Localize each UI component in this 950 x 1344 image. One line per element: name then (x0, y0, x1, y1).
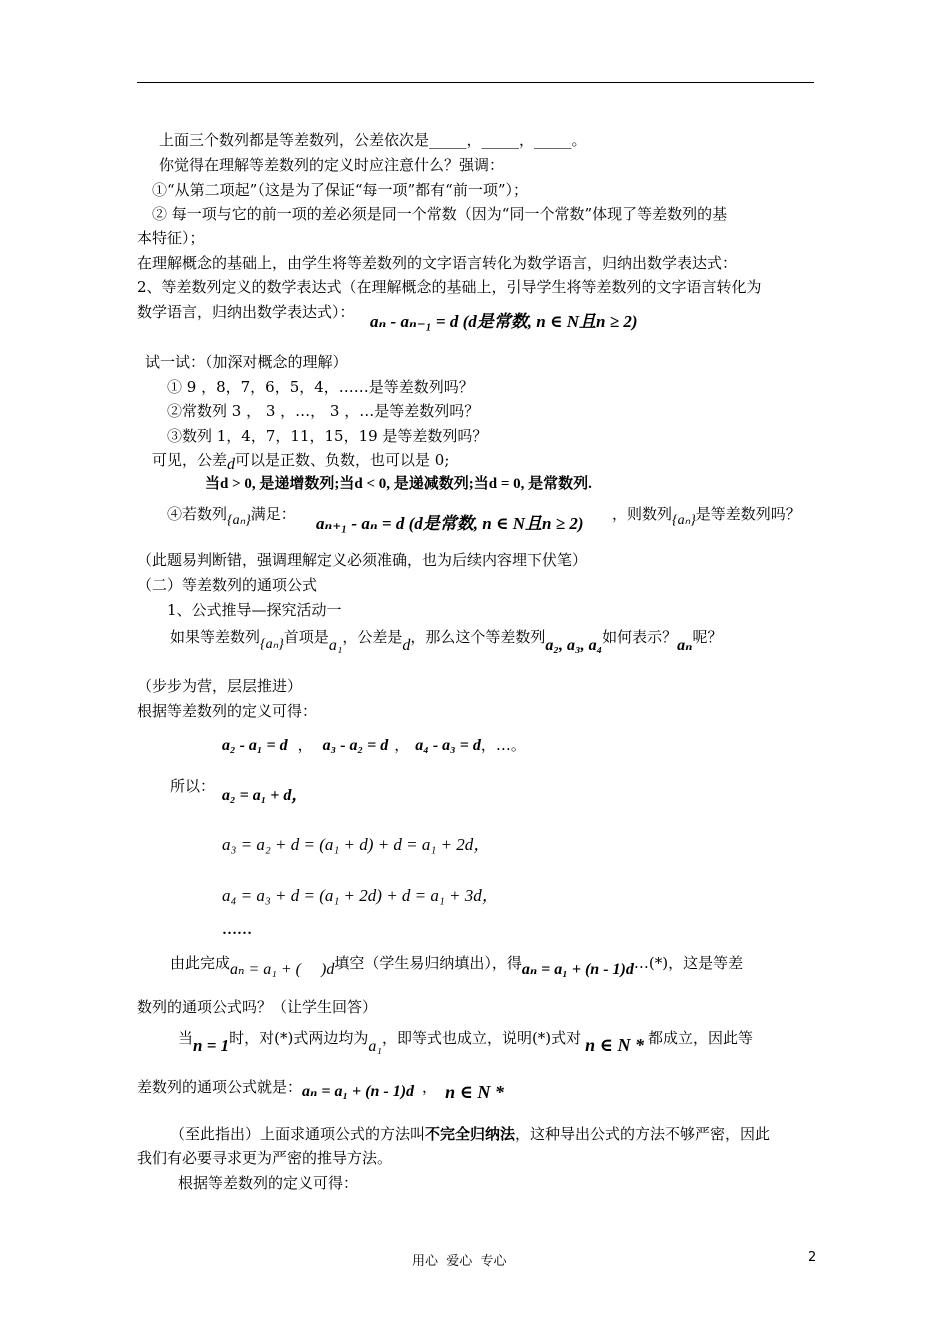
math-an: aₙ (677, 637, 693, 654)
equation-a4: a₄ = a₃ + d = (a₁ + 2d) + d = a₁ + 3d， (222, 886, 499, 905)
text: 是等差数列吗？ (695, 505, 801, 523)
question-1: ① 9 ，8，7，6，5，4，……是等差数列吗？ (167, 378, 474, 396)
text-line (170, 953, 744, 978)
blank-fill-line: 上面三个数列都是等差数列，公差依次是_____，_____，_____。 (159, 131, 587, 149)
text: 差数列的通项公式就是： (137, 1078, 303, 1096)
math-terms: a₂, a₃, a₄ (545, 637, 603, 654)
text: 当 (178, 1029, 194, 1047)
cases-line: 当d > 0, 是递增数列;当d < 0, 是递减数列;当d = 0, 是常数列. (205, 476, 592, 492)
text-line: （步步为营，层层推进） (137, 677, 303, 695)
text: 可见，公差 (152, 451, 228, 469)
text-line (612, 504, 801, 526)
text: ，…。 (480, 736, 526, 754)
math-n-in-N: n ∈ N * (445, 1082, 504, 1102)
text: ，那么这个等差数列 (410, 628, 546, 646)
question-4-formula: aₙ₊₁ - aₙ = d (d是常数, n ∈ N且n ≥ 2) (316, 514, 584, 533)
section-heading: （二）等差数列的通项公式 (137, 576, 318, 594)
text: 填空（学生易归纳填出），得 (334, 954, 522, 972)
ellipsis: …… (222, 922, 252, 938)
text: ④若数列 (167, 505, 228, 523)
question-3: ③数列 1，4，7，11，15，19 是等差数列吗？ (167, 427, 488, 445)
text-line (170, 1124, 770, 1144)
difference-equations (222, 735, 526, 756)
text: （至此指出）上面求通项公式的方法叫 (170, 1125, 426, 1143)
text-line: 试一试：（加深对概念的理解） (145, 353, 348, 371)
text: 满足： (250, 505, 296, 523)
text-line: 2、等差数列定义的数学表达式（在理解概念的基础上，引导学生将等差数列的文字语言转化为 (137, 278, 762, 296)
text: …(*)，这是等差 (633, 954, 744, 972)
text-line: ①“从第二项起”（这是为了保证“每一项”都有“前一项”）； (152, 181, 529, 199)
text: ，则数列 (612, 505, 673, 523)
math-seq: {aₙ} (227, 513, 251, 528)
question-2: ②常数列 3 ， 3 ，…， 3 ，…是等差数列吗？ (167, 402, 480, 420)
text-line: 根据等差数列的定义可得： (137, 702, 318, 720)
math-eq: a₄ - a₃ = d (415, 737, 481, 754)
text: ， (394, 736, 410, 754)
text-line: 你觉得在理解等差数列的定义时应注意什么？强调： (159, 156, 505, 174)
definition-formula: aₙ - aₙ₋₁ = d (d是常数, n ∈ N且n ≥ 2) (370, 312, 638, 331)
text-line (178, 1027, 754, 1055)
equation-a2: a₂ = a₁ + d， (222, 787, 308, 804)
general-term-formula: aₙ = a₁ + (n - 1)d (521, 961, 634, 978)
equation-a3: a₃ = a₂ + d = (a₁ + d) + d = a₁ + 2d， (222, 835, 491, 854)
text-line: 数学语言，归纳出数学表达式）： (137, 303, 355, 321)
math-seq: {aₙ} (672, 513, 696, 528)
page-footer: 用心 爱心 专心 (412, 1254, 507, 1269)
math-eq: a₂ - a₁ = d (222, 737, 288, 754)
text: 首项是 (283, 628, 329, 646)
math-n-in-N: n ∈ N * (585, 1035, 645, 1055)
math-fill-blank: aₙ = a₁ + ( )d (230, 961, 335, 978)
text-line: ② 每一项与它的前一项的差必须是同一个常数（因为“同一个常数”体现了等差数列的基 (152, 205, 728, 223)
math-a1: a₁ (368, 1038, 382, 1055)
math-seq: {aₙ} (260, 637, 284, 652)
text: 都成立，因此等 (648, 1029, 754, 1047)
math-a1: a₁ (328, 637, 343, 654)
text-line (170, 627, 723, 654)
math-d: d (227, 456, 236, 473)
header-rule (137, 82, 814, 83)
text-line: 所以： (170, 777, 216, 795)
text: ， (422, 1078, 438, 1096)
text: 呢？ (692, 628, 723, 646)
text-line (137, 1076, 504, 1102)
text-line: 数列的通项公式吗？（让学生回答） (137, 998, 378, 1016)
page-number: 2 (808, 1250, 817, 1265)
text-line: 本特征）； (137, 229, 205, 247)
general-term-formula: aₙ = a₁ + (n - 1)d (302, 1083, 415, 1100)
text-line: 在理解概念的基础上，由学生将等差数列的文字语言转化为数学语言，归纳出数学表达式： (137, 254, 738, 272)
term-incomplete-induction: 不完全归纳法 (425, 1125, 516, 1143)
text: 如何表示？ (602, 628, 678, 646)
subsection-heading: 1、公式推导—探究活动一 (167, 601, 342, 619)
text: ，这种导出公式的方法不够严密，因此 (515, 1125, 771, 1143)
text-line (152, 450, 449, 471)
text-line: 我们有必要寻求更为严密的推导方法。 (137, 1149, 393, 1167)
text-line: （此题易判断错，强调理解定义必须准确，也为后续内容埋下伏笔） (137, 551, 588, 569)
math-n-equals-1: n = 1 (193, 1036, 230, 1055)
text: 由此完成 (170, 954, 231, 972)
text: ，即等式也成立，说明(*)式对 (381, 1029, 582, 1047)
text-line: 根据等差数列的定义可得： (178, 1174, 359, 1192)
math-d: d (402, 637, 411, 654)
text: 如果等差数列 (170, 628, 261, 646)
math-eq: a₃ - a₂ = d (322, 737, 389, 754)
question-4 (167, 504, 296, 526)
text: 可以是正数、负数，也可以是 0; (235, 451, 450, 469)
text: ，公差是 (342, 628, 403, 646)
text: ， (297, 736, 313, 754)
text: 时，对(*)式两边均为 (229, 1029, 369, 1047)
